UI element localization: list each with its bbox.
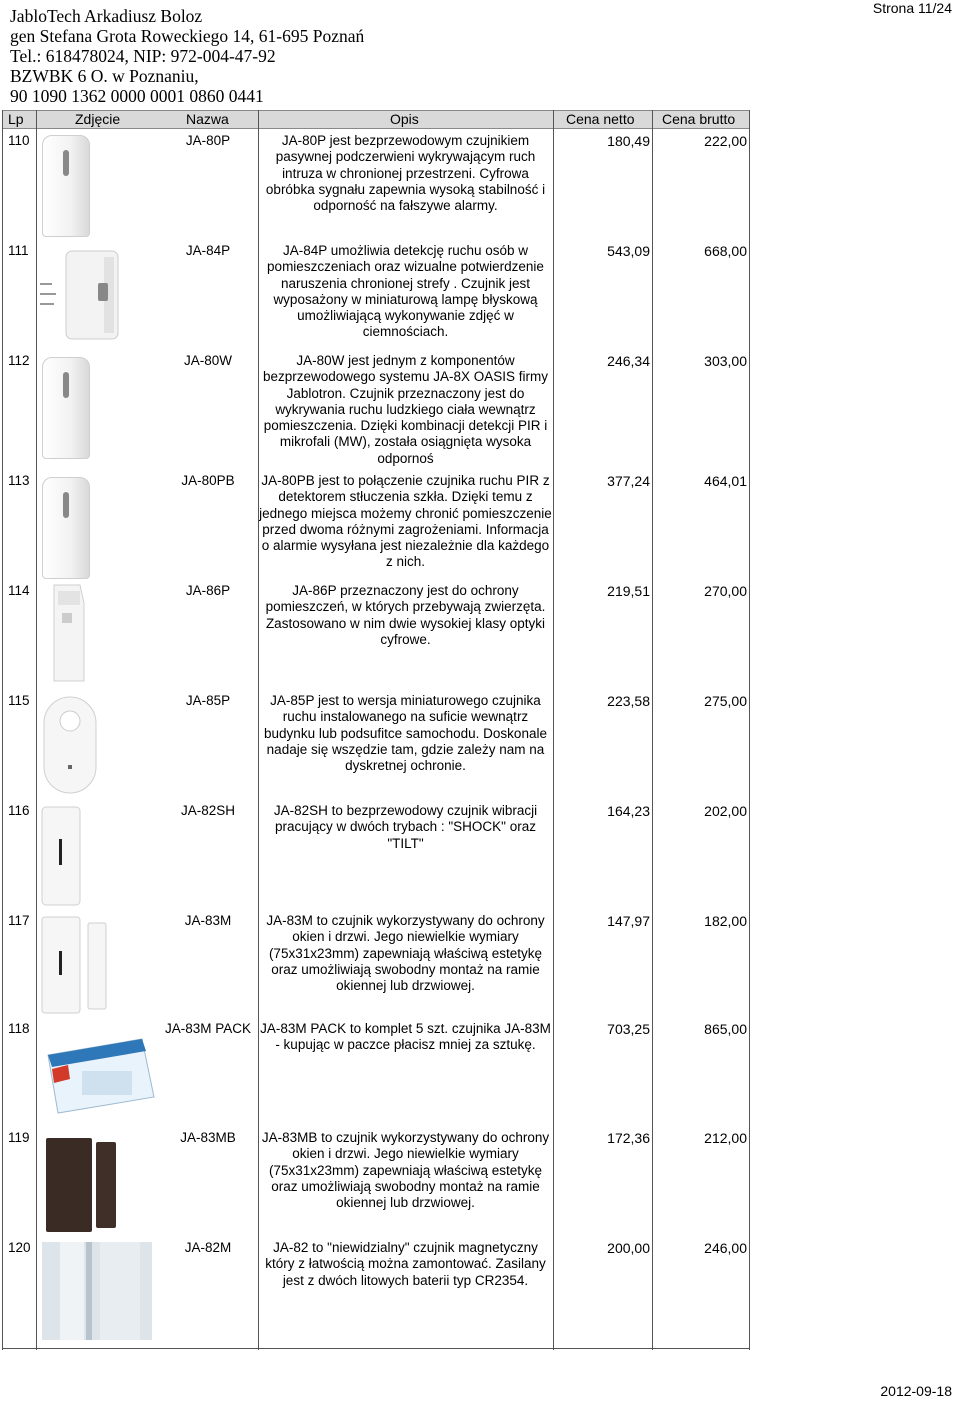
row-desc: JA-82 to "niewidzialny" czujnik magnetyczny który z łatwością można zamontować. Zasilany jest z dwóch litowych baterii typ CR2354. — [265, 1240, 546, 1288]
brown-door-sensor-icon — [44, 1134, 124, 1234]
row-net-price: 703,25 — [607, 1021, 650, 1037]
row-name: JA-80W — [183, 353, 232, 368]
row-desc: JA-83MB to czujnik wykorzystywany do ochrony okien i drzwi. Jego niewielkie wymiary (75x31x23mm) zapewniają właściwą estetykę oraz umożliwiają swobodny montaż na ramie okiennej lub drzwiowej. — [261, 1130, 550, 1211]
header-desc: Opis — [390, 111, 419, 127]
row-desc: JA-83M PACK to komplet 5 szt. czujnika JA-83M - kupując w paczce płacisz mniej za sztukę. — [260, 1021, 551, 1053]
row-net-price: 180,49 — [607, 133, 650, 149]
table-row — [0, 133, 960, 243]
table-row — [0, 1240, 960, 1350]
table-row — [0, 353, 960, 466]
row-desc: JA-83M to czujnik wykorzystywany do ochrony okien i drzwi. Jego niewielkie wymiary (75x31x23mm) zapewniają właściwą estetykę oraz umożliwiają swobodny montaż na ramie okiennej lub drzwiowej. — [266, 913, 545, 994]
pet-detector-icon — [40, 583, 90, 687]
row-net-price: 172,36 — [607, 1130, 650, 1146]
motion-detector-icon — [42, 357, 90, 459]
row-desc: JA-80PB jest to połączenie czujnika ruchu PIR z detektorem stłuczenia szkła. Dzięki temu z jednego miejsca możemy chronić pomieszczenie przed dwoma różnymi zagrożeniami. Informacja o alarmie wysyłana jest niezależnie dla każdego z nich. — [259, 473, 552, 570]
row-name: JA-85P — [185, 693, 231, 708]
row-desc: JA-82SH to bezprzewodowy czujnik wibracji pracujący w dwóch trybach : "SHOCK" oraz "TILT" — [273, 803, 538, 851]
table-row — [0, 913, 960, 1023]
ceiling-detector-icon — [40, 695, 100, 795]
header-net: Cena netto — [566, 111, 635, 127]
row-gross-price: 865,00 — [704, 1021, 747, 1037]
row-gross-price: 668,00 — [704, 243, 747, 259]
row-gross-price: 212,00 — [704, 1130, 747, 1146]
hidden-magnet-sensor-icon — [40, 1240, 156, 1344]
print-date: 2012-09-18 — [880, 1383, 952, 1399]
row-lp: 116 — [8, 803, 30, 818]
row-desc: JA-86P przeznaczony jest do ochrony pomieszczeń, w których przebywają zwierzęta. Zastosowano w nim dwie wysokiej klasy optyki cyfrowe. — [265, 583, 546, 647]
row-gross-price: 222,00 — [704, 133, 747, 149]
company-address: gen Stefana Grota Roweckiego 14, 61-695 Poznań — [10, 26, 365, 46]
company-account: 90 1090 1362 0000 0001 0860 0441 — [10, 86, 264, 106]
row-lp: 115 — [8, 693, 30, 708]
row-name: JA-84P — [185, 243, 231, 258]
row-name: JA-86P — [185, 583, 231, 598]
row-net-price: 246,34 — [607, 353, 650, 369]
row-gross-price: 246,00 — [704, 1240, 747, 1256]
row-name: JA-80P — [185, 133, 231, 148]
table-row — [0, 1021, 960, 1131]
company-phone-nip: Tel.: 618478024, NIP: 972-004-47-92 — [10, 46, 276, 66]
row-lp: 113 — [8, 473, 30, 488]
table-row — [0, 473, 960, 583]
row-net-price: 200,00 — [607, 1240, 650, 1256]
row-desc: JA-80W jest jednym z komponentów bezprzewodowego systemu JA-8X OASIS firmy Jablotron. Czujnik przeznaczony jest do wykrywania ruchu ludzkiego ciała wewnątrz pomieszczenia. Dzięki kombinacji detekcji PIR i mikrofali (MW), została osiągnięta wysoka odpornoś — [262, 353, 549, 466]
header-lp: Lp — [8, 111, 24, 127]
header-name: Nazwa — [186, 111, 229, 127]
row-lp: 111 — [8, 243, 29, 258]
row-gross-price: 303,00 — [704, 353, 747, 369]
row-lp: 110 — [8, 133, 30, 148]
row-lp: 117 — [8, 913, 30, 928]
row-name: JA-82SH — [180, 803, 236, 818]
row-net-price: 219,51 — [607, 583, 650, 599]
row-desc: JA-84P umożliwia detekcję ruchu osób w pomieszczeniach oraz wizualne potwierdzenie naruszenia chronionej strefy . Czujnik jest wyposażony w miniaturową lampę błyskową umożliwiającą wykonywanie zdjęć w ciemnościach. — [267, 243, 544, 340]
company-name: JabloTech Arkadiusz Boloz — [10, 6, 203, 26]
table-row — [0, 803, 960, 913]
row-name: JA-82M — [184, 1240, 232, 1255]
camera-detector-icon — [38, 247, 134, 343]
row-lp: 112 — [8, 353, 30, 368]
row-gross-price: 270,00 — [704, 583, 747, 599]
row-name: JA-80PB — [181, 473, 235, 488]
header-gross: Cena brutto — [662, 111, 736, 127]
row-name: JA-83M — [184, 913, 232, 928]
table-header — [2, 110, 750, 129]
table-row — [0, 243, 960, 353]
motion-detector-icon — [42, 477, 90, 579]
company-info — [10, 6, 364, 106]
header-image: Zdjęcie — [75, 111, 121, 127]
row-net-price: 543,09 — [607, 243, 650, 259]
row-lp: 119 — [8, 1130, 30, 1145]
row-gross-price: 182,00 — [704, 913, 747, 929]
motion-detector-icon — [42, 135, 90, 237]
row-lp: 114 — [8, 583, 30, 598]
row-net-price: 164,23 — [607, 803, 650, 819]
table-row — [0, 583, 960, 693]
row-lp: 120 — [8, 1240, 31, 1255]
row-gross-price: 202,00 — [704, 803, 747, 819]
row-desc: JA-85P jest to wersja miniaturowego czujnika ruchu instalowanego na suficie wewnątrz budynku lub podsufitce samochodu. Doskonale nadaje się wszędzie tam, gdzie zależy nam na dyskretnej ochronie. — [264, 693, 547, 774]
row-net-price: 377,24 — [607, 473, 650, 489]
company-bank: BZWBK 6 O. w Poznaniu, — [10, 66, 199, 86]
row-lp: 118 — [8, 1021, 30, 1036]
table-row — [0, 693, 960, 803]
row-desc: JA-80P jest bezprzewodowym czujnikiem pasywnej podczerwieni wykrywającym ruch intruza w chronionej przestrzeni. Cyfrowa obróbka sygnału zapewnia wysoką stabilność i odporność na fałszywe alarmy. — [265, 133, 546, 214]
row-net-price: 147,97 — [607, 913, 650, 929]
row-name: JA-83M PACK — [164, 1021, 252, 1036]
row-name: JA-83MB — [180, 1130, 236, 1145]
table-row — [0, 1130, 960, 1240]
package-box-icon — [42, 1031, 160, 1117]
row-net-price: 223,58 — [607, 693, 650, 709]
door-sensor-icon — [40, 915, 112, 1015]
page-number: Strona 11/24 — [872, 0, 952, 16]
row-gross-price: 275,00 — [704, 693, 747, 709]
shock-sensor-icon — [40, 805, 84, 907]
row-gross-price: 464,01 — [704, 473, 747, 489]
